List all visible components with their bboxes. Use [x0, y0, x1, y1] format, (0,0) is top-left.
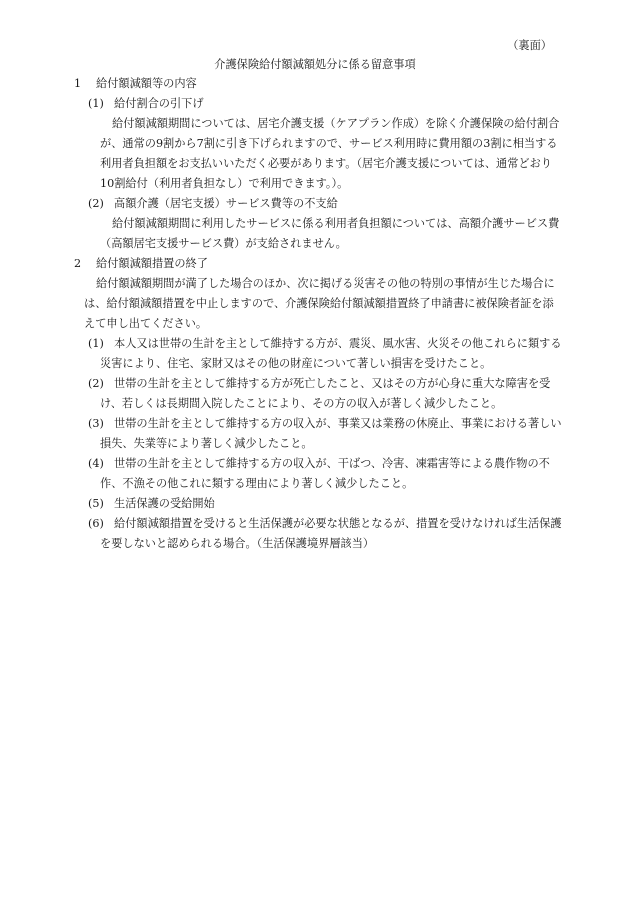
sub-title: 高額介護（居宅支援）サービス費等の不支給	[114, 197, 338, 210]
item-number: (1)	[88, 337, 104, 350]
list-item	[74, 494, 564, 514]
item-number: (2)	[88, 377, 104, 390]
item-number: (4)	[88, 457, 104, 470]
section-1-sub-2-heading	[74, 194, 564, 214]
list-item	[74, 334, 564, 374]
section-2-heading	[74, 254, 564, 274]
list-item	[74, 514, 564, 554]
item-text: 給付額減額措置を受けると生活保護が必要な状態となるが、措置を受けなければ生活保護を要しないと認められる場合。（生活保護境界層該当）	[100, 517, 562, 550]
item-number: (2)	[88, 197, 104, 210]
section-title: 給付額減額等の内容	[96, 77, 197, 90]
document-body	[74, 74, 564, 554]
section-1-sub-1-heading	[74, 94, 564, 114]
item-text: 生活保護の受給開始	[114, 497, 215, 510]
item-number: (6)	[88, 517, 104, 530]
list-item	[74, 454, 564, 494]
section-1-heading	[74, 74, 564, 94]
section-2-intro: 給付額減額期間が満了した場合のほか、次に掲げる災害その他の特別の事情が生じた場合には、給付額減額措置を中止しますので、介護保険給付額減額措置終了申請書に被保険者証を添えて申し出てください。	[84, 277, 555, 330]
item-text: 世帯の生計を主として維持する方が死亡したこと、又はその方が心身に重大な障害を受け、若しくは長期間入院したことにより、その方の収入が著しく減少したこと。	[100, 377, 551, 410]
list-item	[74, 414, 564, 454]
section-number: 1	[74, 77, 82, 90]
list-item	[74, 374, 564, 414]
item-number: (3)	[88, 417, 104, 430]
document-title: 介護保険給付額減額処分に係る留意事項	[214, 58, 416, 71]
reverse-side-label: （裏面）	[507, 39, 552, 52]
item-number: (1)	[88, 97, 104, 110]
section-title: 給付額減額措置の終了	[96, 257, 208, 270]
item-text: 世帯の生計を主として維持する方の収入が、事業又は業務の休廃止、事業における著しい損失、失業等により著しく減少したこと。	[100, 417, 562, 450]
section-number: 2	[74, 257, 82, 270]
sub-title: 給付割合の引下げ	[114, 97, 204, 110]
section-1-sub-2-body: 給付額減額期間に利用したサービスに係る利用者負担額については、高額介護サービス費（高額居宅支援サービス費）が支給されません。	[100, 217, 560, 250]
section-1-sub-1-body: 給付額減額期間については、居宅介護支援（ケアプラン作成）を除く介護保険の給付割合が、通常の9割から7割に引き下げられますので、サービス利用時に費用額の3割に相当する利用者負担額をお支払いいただく必要があります。（居宅介護支援については、通常どおり10割給付（利用者負担なし）で利用できます。）。	[100, 117, 560, 190]
item-text: 本人又は世帯の生計を主として維持する方が、震災、風水害、火災その他これらに類する災害により、住宅、家財又はその他の財産について著しい損害を受けたこと。	[100, 337, 562, 370]
item-text: 世帯の生計を主として維持する方の収入が、干ばつ、冷害、凍霜害等による農作物の不作、不漁その他これに類する理由により著しく減少したこと。	[100, 457, 550, 490]
item-number: (5)	[88, 497, 104, 510]
